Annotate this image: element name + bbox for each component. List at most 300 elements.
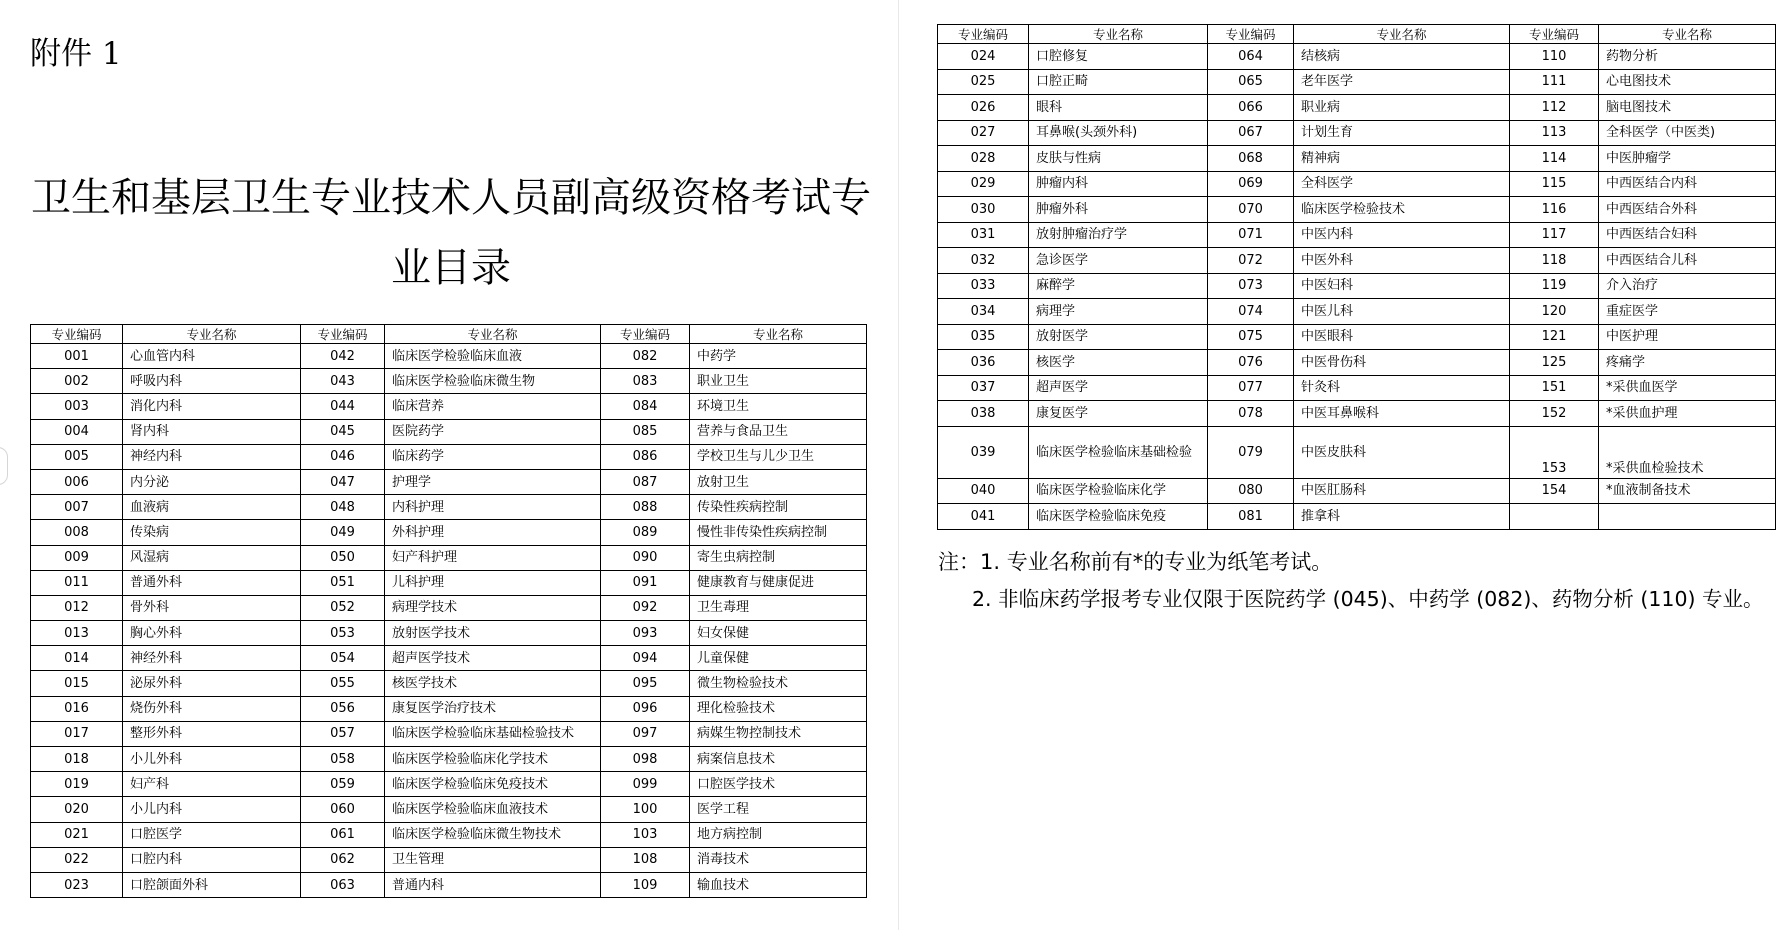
specialty-code-cell: 039 (938, 426, 1029, 478)
specialty-code-cell: 051 (301, 570, 385, 595)
specialty-name-cell: 微生物检验技术 (690, 671, 867, 696)
table-row (31, 545, 867, 570)
specialty-name-cell: 针灸科 (1294, 375, 1510, 401)
specialty-name-cell: 中医妇科 (1294, 273, 1510, 299)
specialty-name-cell: 结核病 (1294, 44, 1510, 70)
specialty-code-cell: 022 (31, 847, 123, 872)
title-line-1: 卫生和基层卫生专业技术人员副高级资格考试专 (31, 175, 871, 221)
specialty-name-cell: 输血技术 (690, 872, 867, 897)
specialty-name-cell: 病理学 (1029, 299, 1208, 325)
specialty-code-cell: 041 (938, 504, 1029, 530)
specialty-code-cell: 112 (1510, 95, 1599, 121)
specialty-code-cell: 057 (301, 721, 385, 746)
specialty-name-cell: 中药学 (690, 344, 867, 369)
specialty-code-cell: 097 (601, 721, 690, 746)
specialty-name-cell: 超声医学 (1029, 375, 1208, 401)
specialty-name-cell: 口腔颌面外科 (123, 872, 301, 897)
table-row (938, 197, 1776, 223)
specialty-code-cell: 001 (31, 344, 123, 369)
left-page (0, 0, 890, 930)
specialty-code-cell: 064 (1208, 44, 1294, 70)
specialty-code-cell: 152 (1510, 401, 1599, 427)
specialty-name-cell: 口腔内科 (123, 847, 301, 872)
specialty-name-cell: 放射医学 (1029, 324, 1208, 350)
specialty-name-cell: 医学工程 (690, 797, 867, 822)
header-name: 专业名称 (123, 325, 301, 344)
specialty-name-cell: 全科医学（中医类) (1599, 120, 1776, 146)
specialty-code-cell: 085 (601, 419, 690, 444)
specialty-name-cell: 推拿科 (1294, 504, 1510, 530)
specialty-name-cell: 放射医学技术 (385, 621, 601, 646)
specialty-code-cell: 065 (1208, 69, 1294, 95)
specialty-code-cell: 017 (31, 721, 123, 746)
specialty-code-cell: 073 (1208, 273, 1294, 299)
specialty-code-cell: 116 (1510, 197, 1599, 223)
specialty-code-cell: 095 (601, 671, 690, 696)
specialty-name-cell: 呼吸内科 (123, 369, 301, 394)
specialty-code-cell: 098 (601, 747, 690, 772)
specialty-name-cell: 肾内科 (123, 419, 301, 444)
specialty-name-cell: 中医外科 (1294, 248, 1510, 274)
specialty-code-cell: 031 (938, 222, 1029, 248)
specialty-name-cell: 病理学技术 (385, 595, 601, 620)
specialty-name-cell: 临床医学检验临床基础检验 (1029, 426, 1208, 478)
specialty-name-cell: 超声医学技术 (385, 646, 601, 671)
specialty-name-cell: *采供血医学 (1599, 375, 1776, 401)
specialty-name-cell: *血液制备技术 (1599, 478, 1776, 504)
specialty-name-cell: 口腔医学技术 (690, 772, 867, 797)
specialty-code-cell: 054 (301, 646, 385, 671)
specialty-code-cell: 072 (1208, 248, 1294, 274)
specialty-code-cell: 094 (601, 646, 690, 671)
specialty-code-cell: 121 (1510, 324, 1599, 350)
specialty-name-cell: 职业病 (1294, 95, 1510, 121)
specialty-code-cell: 006 (31, 469, 123, 494)
table-row (31, 646, 867, 671)
table-row (31, 772, 867, 797)
specialty-code-cell: 117 (1510, 222, 1599, 248)
specialty-name-cell: 中西医结合内科 (1599, 171, 1776, 197)
table-row (938, 171, 1776, 197)
table-row (31, 721, 867, 746)
specialty-name-cell: 老年医学 (1294, 69, 1510, 95)
specialty-name-cell: 寄生虫病控制 (690, 545, 867, 570)
header-code: 专业编码 (1208, 25, 1294, 44)
specialty-code-cell: 020 (31, 797, 123, 822)
specialty-code-cell: 062 (301, 847, 385, 872)
specialty-code-cell: 050 (301, 545, 385, 570)
specialty-name-cell: 骨外科 (123, 595, 301, 620)
specialty-code-cell: 092 (601, 595, 690, 620)
table-header-row (31, 325, 867, 344)
specialty-code-cell: 153 (1510, 426, 1599, 478)
specialty-table-left (30, 324, 867, 898)
specialty-name-cell: 介入治疗 (1599, 273, 1776, 299)
specialty-name-cell: 临床医学检验临床基础检验技术 (385, 721, 601, 746)
specialty-code-cell: 078 (1208, 401, 1294, 427)
specialty-name-cell: 药物分析 (1599, 44, 1776, 70)
specialty-name-cell (1599, 504, 1776, 530)
specialty-code-cell: 115 (1510, 171, 1599, 197)
specialty-code-cell: 049 (301, 520, 385, 545)
specialty-code-cell: 111 (1510, 69, 1599, 95)
specialty-code-cell: 083 (601, 369, 690, 394)
specialty-name-cell: 心电图技术 (1599, 69, 1776, 95)
specialty-code-cell: 088 (601, 495, 690, 520)
specialty-code-cell: 067 (1208, 120, 1294, 146)
specialty-name-cell: 中医护理 (1599, 324, 1776, 350)
specialty-name-cell: 临床医学检验临床免疫 (1029, 504, 1208, 530)
specialty-name-cell: 全科医学 (1294, 171, 1510, 197)
specialty-name-cell: 妇产科 (123, 772, 301, 797)
specialty-code-cell: 055 (301, 671, 385, 696)
table-row (31, 595, 867, 620)
specialty-code-cell: 046 (301, 444, 385, 469)
specialty-name-cell: 临床药学 (385, 444, 601, 469)
specialty-name-cell: 中西医结合外科 (1599, 197, 1776, 223)
specialty-name-cell: 神经外科 (123, 646, 301, 671)
specialty-name-cell: 健康教育与健康促进 (690, 570, 867, 595)
specialty-name-cell: 中西医结合儿科 (1599, 248, 1776, 274)
header-code: 专业编码 (1510, 25, 1599, 44)
specialty-name-cell: 神经内科 (123, 444, 301, 469)
attachment-label: 附件 1 (30, 36, 122, 72)
specialty-code-cell: 005 (31, 444, 123, 469)
specialty-code-cell: 075 (1208, 324, 1294, 350)
specialty-code-cell: 110 (1510, 44, 1599, 70)
table-row (31, 369, 867, 394)
specialty-code-cell: 025 (938, 69, 1029, 95)
specialty-code-cell: 090 (601, 545, 690, 570)
page-divider (898, 0, 899, 930)
specialty-code-cell: 038 (938, 401, 1029, 427)
specialty-code-cell: 077 (1208, 375, 1294, 401)
specialty-name-cell: 小儿外科 (123, 747, 301, 772)
specialty-name-cell: 中医肛肠科 (1294, 478, 1510, 504)
specialty-code-cell: 074 (1208, 299, 1294, 325)
specialty-code-cell: 063 (301, 872, 385, 897)
specialty-name-cell: 妇女保健 (690, 621, 867, 646)
table-row (31, 469, 867, 494)
title-line-2: 业目录 (391, 245, 511, 291)
specialty-code-cell: 015 (31, 671, 123, 696)
specialty-name-cell: 中西医结合妇科 (1599, 222, 1776, 248)
specialty-name-cell: 口腔医学 (123, 822, 301, 847)
specialty-code-cell: 068 (1208, 146, 1294, 172)
specialty-name-cell: 外科护理 (385, 520, 601, 545)
specialty-name-cell: 普通外科 (123, 570, 301, 595)
header-name: 专业名称 (1294, 25, 1510, 44)
specialty-name-cell: 耳鼻喉(头颈外科) (1029, 120, 1208, 146)
specialty-code-cell: 086 (601, 444, 690, 469)
table-row (31, 344, 867, 369)
specialty-name-cell: 病案信息技术 (690, 747, 867, 772)
specialty-code-cell: 044 (301, 394, 385, 419)
specialty-name-cell: 儿科护理 (385, 570, 601, 595)
specialty-code-cell: 093 (601, 621, 690, 646)
specialty-code-cell: 030 (938, 197, 1029, 223)
specialty-name-cell: 风湿病 (123, 545, 301, 570)
header-code: 专业编码 (301, 325, 385, 344)
specialty-code-cell: 009 (31, 545, 123, 570)
specialty-code-cell: 008 (31, 520, 123, 545)
specialty-code-cell: 120 (1510, 299, 1599, 325)
specialty-code-cell: 096 (601, 696, 690, 721)
table-row (938, 120, 1776, 146)
specialty-name-cell: 消化内科 (123, 394, 301, 419)
specialty-code-cell: 119 (1510, 273, 1599, 299)
specialty-name-cell: 妇产科护理 (385, 545, 601, 570)
specialty-code-cell: 080 (1208, 478, 1294, 504)
table-row (31, 520, 867, 545)
specialty-code-cell: 029 (938, 171, 1029, 197)
specialty-code-cell: 066 (1208, 95, 1294, 121)
specialty-code-cell: 016 (31, 696, 123, 721)
specialty-name-cell: 慢性非传染性疾病控制 (690, 520, 867, 545)
specialty-name-cell: 卫生毒理 (690, 595, 867, 620)
specialty-code-cell: 109 (601, 872, 690, 897)
specialty-name-cell: 职业卫生 (690, 369, 867, 394)
specialty-name-cell: 病媒生物控制技术 (690, 721, 867, 746)
header-code: 专业编码 (31, 325, 123, 344)
specialty-code-cell: 125 (1510, 350, 1599, 376)
specialty-code-cell: 024 (938, 44, 1029, 70)
specialty-name-cell: 内分泌 (123, 469, 301, 494)
table-row (938, 44, 1776, 70)
specialty-code-cell: 028 (938, 146, 1029, 172)
specialty-code-cell: 081 (1208, 504, 1294, 530)
specialty-code-cell: 043 (301, 369, 385, 394)
specialty-code-cell: 060 (301, 797, 385, 822)
specialty-name-cell: 学校卫生与儿少卫生 (690, 444, 867, 469)
table-row (31, 872, 867, 897)
specialty-code-cell: 045 (301, 419, 385, 444)
specialty-code-cell: 037 (938, 375, 1029, 401)
table-row (938, 504, 1776, 530)
specialty-code-cell: 019 (31, 772, 123, 797)
table-row (938, 69, 1776, 95)
specialty-name-cell: 中医骨伤科 (1294, 350, 1510, 376)
specialty-name-cell: 中医耳鼻喉科 (1294, 401, 1510, 427)
specialty-code-cell: 114 (1510, 146, 1599, 172)
specialty-name-cell: 临床医学检验临床微生物 (385, 369, 601, 394)
specialty-name-cell: 普通内科 (385, 872, 601, 897)
specialty-code-cell: 059 (301, 772, 385, 797)
specialty-name-cell: 医院药学 (385, 419, 601, 444)
specialty-code-cell: 108 (601, 847, 690, 872)
specialty-name-cell: 临床医学检验临床免疫技术 (385, 772, 601, 797)
header-name: 专业名称 (690, 325, 867, 344)
header-code: 专业编码 (601, 325, 690, 344)
specialty-name-cell: 脑电图技术 (1599, 95, 1776, 121)
note-paper-exam: 注：1. 专业名称前有*的专业为纸笔考试。 (938, 550, 1333, 574)
table-row (31, 847, 867, 872)
specialty-name-cell: 疼痛学 (1599, 350, 1776, 376)
table-row (31, 671, 867, 696)
specialty-name-cell: 整形外科 (123, 721, 301, 746)
specialty-name-cell: 泌尿外科 (123, 671, 301, 696)
specialty-name-cell: 中医儿科 (1294, 299, 1510, 325)
specialty-name-cell: *采供血检验技术 (1599, 426, 1776, 478)
specialty-name-cell: 护理学 (385, 469, 601, 494)
table-row (938, 324, 1776, 350)
specialty-name-cell: 临床营养 (385, 394, 601, 419)
specialty-name-cell: 麻醉学 (1029, 273, 1208, 299)
specialty-name-cell: 康复医学 (1029, 401, 1208, 427)
table-row (31, 696, 867, 721)
specialty-name-cell: 肿瘤内科 (1029, 171, 1208, 197)
table-row (938, 222, 1776, 248)
specialty-name-cell: 口腔正畸 (1029, 69, 1208, 95)
specialty-code-cell: 071 (1208, 222, 1294, 248)
specialty-name-cell: 传染病 (123, 520, 301, 545)
specialty-name-cell: 计划生育 (1294, 120, 1510, 146)
table-row (938, 375, 1776, 401)
table-row (938, 299, 1776, 325)
specialty-name-cell: 急诊医学 (1029, 248, 1208, 274)
table-row (938, 273, 1776, 299)
header-name: 专业名称 (1599, 25, 1776, 44)
specialty-name-cell: 肿瘤外科 (1029, 197, 1208, 223)
specialty-name-cell: 儿童保健 (690, 646, 867, 671)
specialty-name-cell: 胸心外科 (123, 621, 301, 646)
specialty-name-cell: 中医眼科 (1294, 324, 1510, 350)
specialty-name-cell: 放射卫生 (690, 469, 867, 494)
table-header-row (938, 25, 1776, 44)
specialty-code-cell: 070 (1208, 197, 1294, 223)
scroll-edge-handle[interactable] (0, 447, 8, 485)
specialty-name-cell: 重症医学 (1599, 299, 1776, 325)
specialty-code-cell: 035 (938, 324, 1029, 350)
specialty-table-right (937, 24, 1776, 530)
note-pharmacy-restriction: 2. 非临床药学报考专业仅限于医院药学 (045)、中药学 (082)、药物分析 (110) 专业。 (972, 587, 1764, 611)
table-row (938, 426, 1776, 478)
specialty-code-cell: 036 (938, 350, 1029, 376)
specialty-name-cell: 眼科 (1029, 95, 1208, 121)
specialty-code-cell: 011 (31, 570, 123, 595)
specialty-code-cell: 012 (31, 595, 123, 620)
table-row (31, 444, 867, 469)
specialty-code-cell: 052 (301, 595, 385, 620)
specialty-code-cell: 048 (301, 495, 385, 520)
specialty-code-cell (1510, 504, 1599, 530)
specialty-code-cell: 118 (1510, 248, 1599, 274)
specialty-name-cell: 临床医学检验技术 (1294, 197, 1510, 223)
table-row (938, 146, 1776, 172)
table-row (938, 478, 1776, 504)
specialty-name-cell: 中医内科 (1294, 222, 1510, 248)
specialty-code-cell: 040 (938, 478, 1029, 504)
specialty-code-cell: 023 (31, 872, 123, 897)
specialty-name-cell: 临床医学检验临床血液 (385, 344, 601, 369)
specialty-code-cell: 034 (938, 299, 1029, 325)
document-title (30, 163, 872, 303)
specialty-code-cell: 014 (31, 646, 123, 671)
specialty-code-cell: 058 (301, 747, 385, 772)
specialty-name-cell: 中医皮肤科 (1294, 426, 1510, 478)
table-row (31, 394, 867, 419)
specialty-code-cell: 027 (938, 120, 1029, 146)
specialty-name-cell: 小儿内科 (123, 797, 301, 822)
table-row (31, 822, 867, 847)
specialty-code-cell: 053 (301, 621, 385, 646)
specialty-name-cell: 消毒技术 (690, 847, 867, 872)
specialty-code-cell: 002 (31, 369, 123, 394)
specialty-code-cell: 084 (601, 394, 690, 419)
specialty-name-cell: *采供血护理 (1599, 401, 1776, 427)
header-code: 专业编码 (938, 25, 1029, 44)
specialty-name-cell: 营养与食品卫生 (690, 419, 867, 444)
specialty-code-cell: 100 (601, 797, 690, 822)
specialty-code-cell: 004 (31, 419, 123, 444)
specialty-code-cell: 013 (31, 621, 123, 646)
specialty-name-cell: 环境卫生 (690, 394, 867, 419)
table-row (31, 621, 867, 646)
table-row (31, 495, 867, 520)
header-name: 专业名称 (1029, 25, 1208, 44)
specialty-name-cell: 烧伤外科 (123, 696, 301, 721)
specialty-code-cell: 056 (301, 696, 385, 721)
specialty-code-cell: 042 (301, 344, 385, 369)
specialty-code-cell: 061 (301, 822, 385, 847)
specialty-code-cell: 003 (31, 394, 123, 419)
specialty-name-cell: 核医学 (1029, 350, 1208, 376)
specialty-name-cell: 核医学技术 (385, 671, 601, 696)
specialty-code-cell: 069 (1208, 171, 1294, 197)
specialty-name-cell: 心血管内科 (123, 344, 301, 369)
specialty-code-cell: 089 (601, 520, 690, 545)
specialty-name-cell: 内科护理 (385, 495, 601, 520)
specialty-code-cell: 021 (31, 822, 123, 847)
specialty-code-cell: 087 (601, 469, 690, 494)
specialty-code-cell: 113 (1510, 120, 1599, 146)
specialty-code-cell: 151 (1510, 375, 1599, 401)
specialty-name-cell: 康复医学治疗技术 (385, 696, 601, 721)
specialty-name-cell: 口腔修复 (1029, 44, 1208, 70)
specialty-name-cell: 血液病 (123, 495, 301, 520)
specialty-code-cell: 047 (301, 469, 385, 494)
specialty-code-cell: 032 (938, 248, 1029, 274)
table-row (31, 419, 867, 444)
table-row (938, 95, 1776, 121)
specialty-code-cell: 076 (1208, 350, 1294, 376)
specialty-name-cell: 传染性疾病控制 (690, 495, 867, 520)
header-name: 专业名称 (385, 325, 601, 344)
specialty-name-cell: 临床医学检验临床化学 (1029, 478, 1208, 504)
specialty-name-cell: 地方病控制 (690, 822, 867, 847)
specialty-name-cell: 精神病 (1294, 146, 1510, 172)
specialty-code-cell: 099 (601, 772, 690, 797)
table-row (31, 570, 867, 595)
specialty-code-cell: 018 (31, 747, 123, 772)
specialty-code-cell: 103 (601, 822, 690, 847)
specialty-name-cell: 中医肿瘤学 (1599, 146, 1776, 172)
table-row (31, 747, 867, 772)
specialty-name-cell: 临床医学检验临床化学技术 (385, 747, 601, 772)
specialty-code-cell: 026 (938, 95, 1029, 121)
table-row (938, 350, 1776, 376)
table-row (938, 401, 1776, 427)
specialty-code-cell: 033 (938, 273, 1029, 299)
specialty-name-cell: 卫生管理 (385, 847, 601, 872)
specialty-name-cell: 理化检验技术 (690, 696, 867, 721)
table-row (31, 797, 867, 822)
specialty-name-cell: 放射肿瘤治疗学 (1029, 222, 1208, 248)
specialty-code-cell: 154 (1510, 478, 1599, 504)
specialty-code-cell: 091 (601, 570, 690, 595)
specialty-name-cell: 皮肤与性病 (1029, 146, 1208, 172)
specialty-code-cell: 079 (1208, 426, 1294, 478)
